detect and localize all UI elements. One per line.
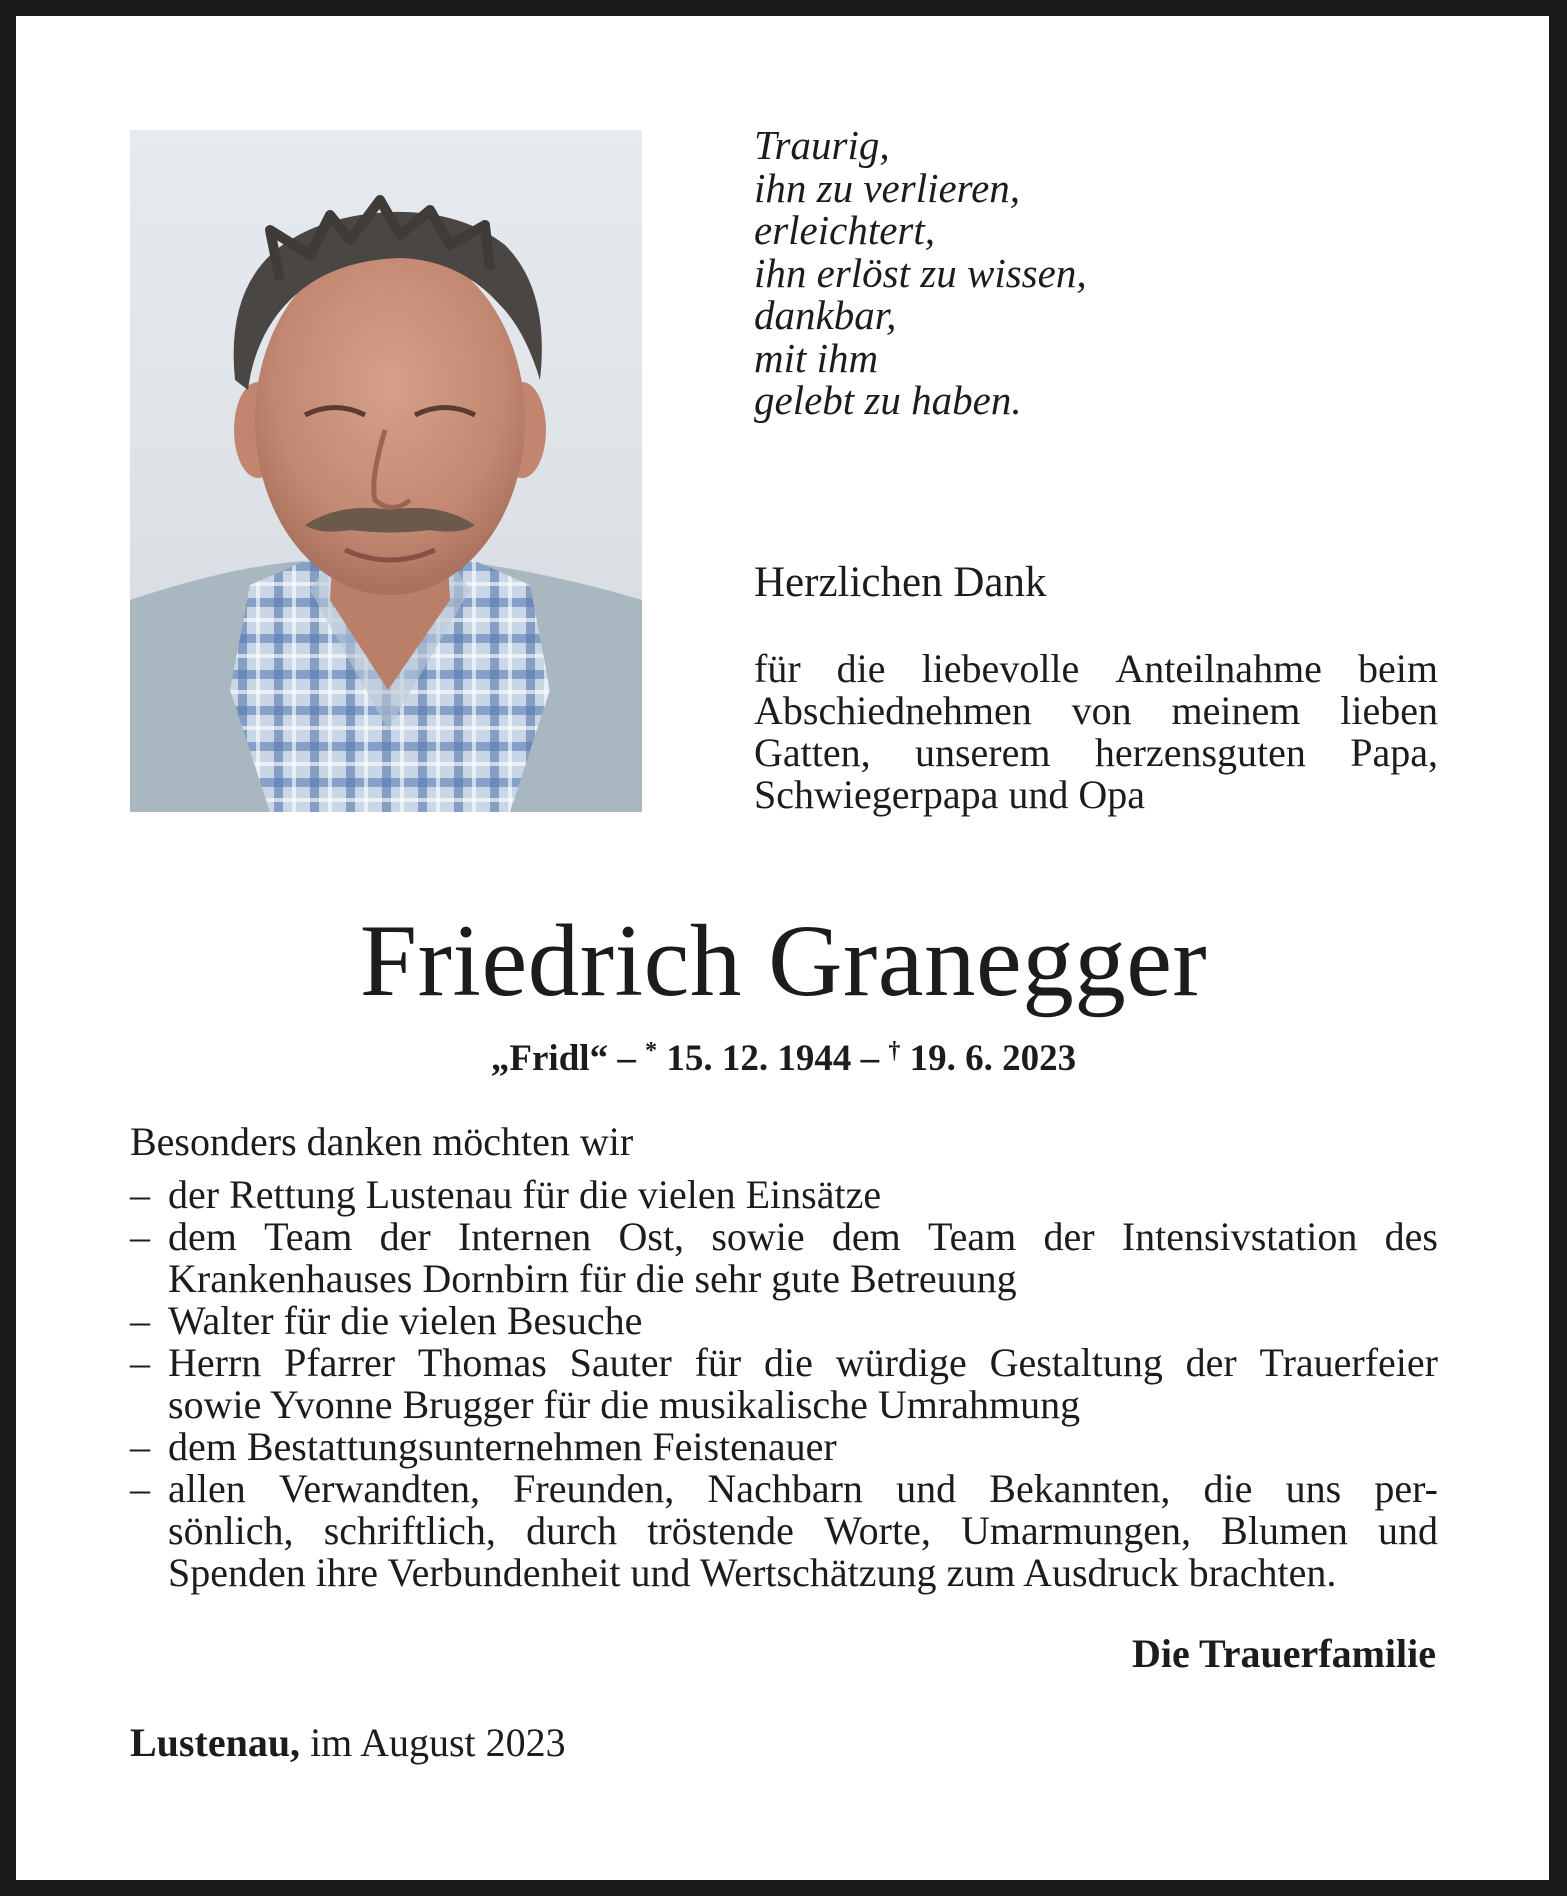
thanks-heading: Herzlichen Dank: [754, 559, 1047, 606]
dash-bullet: –: [130, 1214, 150, 1259]
word: sönlich,: [168, 1508, 294, 1553]
word: Blumen: [1221, 1508, 1348, 1553]
word: Gatten,: [754, 730, 871, 775]
word: Umarmungen,: [961, 1508, 1191, 1553]
dash-bullet: –: [130, 1298, 150, 1343]
poem-line: erleichtert,: [754, 207, 936, 253]
word: Sauter: [569, 1340, 672, 1385]
list-item: [130, 1174, 1438, 1216]
word: und: [896, 1466, 957, 1511]
birth-symbol: *: [645, 1038, 658, 1064]
word: der: [379, 1214, 431, 1259]
word: Team: [264, 1214, 353, 1259]
list-item: [130, 1468, 1438, 1594]
dash-bullet: –: [130, 1340, 150, 1385]
dash-bullet: –: [130, 1424, 150, 1469]
list-item-line-last: der Rettung Lustenau für die vielen Einsätze: [168, 1172, 882, 1217]
word: tröstende: [647, 1508, 794, 1553]
list-item-line-last: sowie Yvonne Brugger für die musikalische Umrahmung: [168, 1382, 1081, 1427]
word: Team: [928, 1214, 1017, 1259]
list-item: [130, 1216, 1438, 1300]
word: allen: [168, 1466, 246, 1511]
word: die: [836, 646, 886, 691]
acknowledgements-intro: Besonders danken möchten wir: [130, 1119, 634, 1164]
list-item-line-last: Krankenhauses Dornbirn für die sehr gute Betreuung: [168, 1256, 1017, 1301]
death-symbol: †: [888, 1038, 901, 1064]
word: Verwandten,: [278, 1466, 480, 1511]
life-dates: [0, 1037, 1567, 1080]
word: für: [694, 1340, 742, 1385]
word: schriftlich,: [323, 1508, 496, 1553]
word: von: [1071, 688, 1132, 733]
word: die: [764, 1340, 813, 1385]
poem-line: Traurig,: [754, 122, 890, 168]
list-item-line-last: dem Bestattungsunternehmen Feistenauer: [168, 1424, 837, 1469]
word: uns: [1285, 1466, 1342, 1511]
word: meinem: [1171, 688, 1301, 733]
word: sowie: [711, 1214, 805, 1259]
word: des: [1384, 1214, 1438, 1259]
word: Bekannten,: [989, 1466, 1171, 1511]
poem: [754, 124, 1174, 422]
thanks-line: [754, 648, 1438, 690]
word: Trauerfeier: [1259, 1340, 1438, 1385]
word: unserem: [914, 730, 1051, 775]
word: liebevolle: [921, 646, 1080, 691]
list-item-line-last: Walter für die vielen Besuche: [168, 1298, 643, 1343]
word: durch: [526, 1508, 618, 1553]
word: Internen: [457, 1214, 592, 1259]
word: Intensivstation: [1121, 1214, 1358, 1259]
acknowledgements-list: [130, 1174, 1438, 1594]
word: Ost,: [618, 1214, 685, 1259]
word: würdige: [835, 1340, 967, 1385]
word: lieben: [1340, 688, 1438, 733]
list-item: [130, 1342, 1438, 1426]
list-item-line: [168, 1216, 1438, 1258]
list-item-line: [168, 1510, 1438, 1552]
dash-bullet: –: [130, 1172, 150, 1217]
list-item: [130, 1300, 1438, 1342]
word: Pfarrer: [284, 1340, 396, 1385]
thanks-line: [754, 732, 1438, 774]
signature: Die Trauerfamilie: [1132, 1631, 1436, 1676]
poem-line: dankbar,: [754, 292, 897, 338]
dash-bullet: –: [130, 1466, 150, 1511]
word: für: [754, 646, 801, 691]
portrait-photo: [130, 130, 642, 812]
poem-line: ihn zu verlieren,: [754, 164, 1021, 211]
word: die: [1203, 1466, 1253, 1511]
separator: –: [851, 1038, 889, 1079]
place: Lustenau,: [130, 1720, 301, 1765]
deceased-name: Friedrich Granegger: [359, 904, 1208, 1018]
poem-line: gelebt zu haben.: [754, 377, 1022, 423]
word: Papa,: [1350, 730, 1438, 775]
place-date: [130, 1719, 566, 1766]
word: der: [1043, 1214, 1095, 1259]
word: beim: [1357, 646, 1438, 691]
word: dem: [831, 1214, 901, 1259]
birth-date: 15. 12. 1944: [657, 1038, 852, 1079]
word: Nachbarn: [707, 1466, 863, 1511]
word: dem: [168, 1214, 237, 1259]
word: Abschiednehmen: [754, 688, 1032, 733]
poem-line: mit ihm: [754, 334, 879, 381]
thanks-line: [754, 690, 1438, 732]
word: per-: [1374, 1466, 1438, 1511]
thanks-paragraph: [754, 648, 1438, 816]
word: Worte,: [824, 1508, 931, 1553]
poem-line: ihn erlöst zu wissen,: [754, 249, 1087, 296]
word: Thomas: [417, 1340, 547, 1385]
word: der: [1185, 1340, 1237, 1385]
thanks-line-last: Schwiegerpapa und Opa: [754, 772, 1145, 817]
word: Gestaltung: [989, 1340, 1163, 1385]
list-item-line-last: Spenden ihre Verbundenheit und Wertschätzung zum Ausdruck brachten.: [168, 1550, 1337, 1595]
date: im August 2023: [300, 1720, 566, 1765]
word: und: [1378, 1508, 1438, 1553]
word: Anteilnahme: [1115, 646, 1322, 691]
death-date: 19. 6. 2023: [900, 1038, 1077, 1079]
word: Freunden,: [513, 1466, 675, 1511]
list-item: [130, 1426, 1438, 1468]
list-item-line: [168, 1342, 1438, 1384]
word: Herrn: [168, 1340, 262, 1385]
list-item-line: [168, 1468, 1438, 1510]
nickname: „Fridl“: [490, 1038, 609, 1079]
word: herzensguten: [1094, 730, 1306, 775]
separator: –: [608, 1038, 646, 1079]
